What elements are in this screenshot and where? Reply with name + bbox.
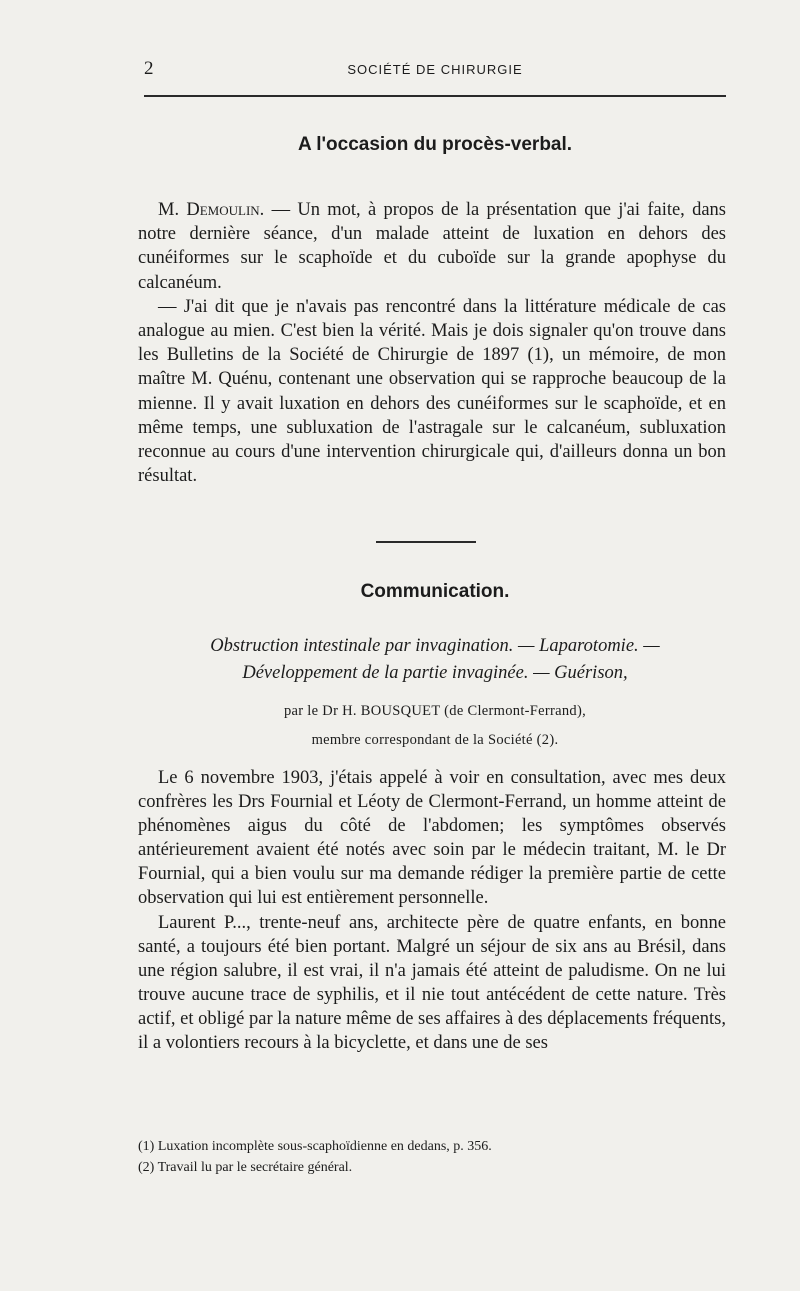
paragraph: Laurent P..., trente-neuf ans, architecte père de quatre enfants, en bonne santé, a toujours été bien portant. Malgré un séjour de six ans au Brésil, dans une région salubre, il est vrai, il n'a jamais été atteint de paludisme. On ne lui trouve aucune trace de syphilis, et il nie tout antécédent de cette nature. Très actif, et obligé par la nature même de ses affaires à des déplacements fréquents, il a volontiers recours à la bicyclette, et dans une de ses bbox=[138, 912, 726, 1054]
speaker-name: M. Demoulin. bbox=[158, 200, 265, 220]
footnote: (2) Travail lu par le secrétaire général. bbox=[138, 1160, 353, 1175]
running-head: SOCIÉTÉ DE CHIRURGIE bbox=[347, 62, 523, 77]
author-affiliation: membre correspondant de la Société (2). bbox=[311, 732, 559, 748]
paragraph: Le 6 novembre 1903, j'étais appelé à voir en consultation, avec mes deux confrères les Drs Fournial et Léoty de Clermont-Ferrand, un homme atteint de phénomènes aigus du côté de l'abdomen; les symptômes observés antérieurement avaient été notés avec soin par le médecin traitant, M. le Dr Fournial, qui a bien voulu sur ma demande rédiger la première partie de cette observation qui lui est entièrement personnelle. bbox=[138, 768, 726, 909]
page-number: 2 bbox=[144, 58, 154, 79]
communication-title-line: Développement de la partie invaginée. — Guérison, bbox=[242, 663, 628, 683]
communication-title-line: Obstruction intestinale par invagination. — Laparotomie. — bbox=[210, 636, 660, 656]
header-rule bbox=[144, 95, 726, 97]
section-title-communication: Communication. bbox=[360, 581, 510, 602]
paragraph: — J'ai dit que je n'avais pas rencontré dans la littérature médicale de cas analogue au mien. C'est bien la vérité. Mais je dois signaler qu'on trouve dans les Bulletins de la Société de Chirurgie de 1897 (1), un mémoire, de mon maître M. Quénu, contenant une observation qui se rapproche beaucoup de la mienne. Il y avait luxation en dehors des cunéiformes sur le scaphoïde, et en même temps, une subluxation de l'astragale sur le calcanéum, subluxation reconnue au cours d'une intervention chirurgicale qui, d'ailleurs donna un bon résultat. bbox=[138, 296, 726, 487]
footnote: (1) Luxation incomplète sous-scaphoïdienne en dedans, p. 356. bbox=[138, 1139, 492, 1154]
communication-title bbox=[144, 633, 726, 687]
section-communication-body bbox=[138, 766, 726, 1055]
paragraph-text: — Un mot, à propos de la présentation que j'ai faite, dans notre dernière séance, d'un malade atteint de luxation en dehors des cunéiformes sur le scaphoïde et du cuboïde sur la grande apophyse du calcanéum. bbox=[138, 200, 727, 293]
page-header bbox=[144, 58, 726, 84]
footnotes bbox=[138, 1136, 726, 1178]
section-title-proces-verbal: A l'occasion du procès-verbal. bbox=[297, 134, 573, 155]
paragraph bbox=[138, 198, 726, 295]
section-divider bbox=[376, 541, 476, 543]
section-proces-verbal-body bbox=[138, 198, 726, 488]
author-byline: par le Dr H. BOUSQUET (de Clermont-Ferrand), bbox=[283, 703, 587, 719]
